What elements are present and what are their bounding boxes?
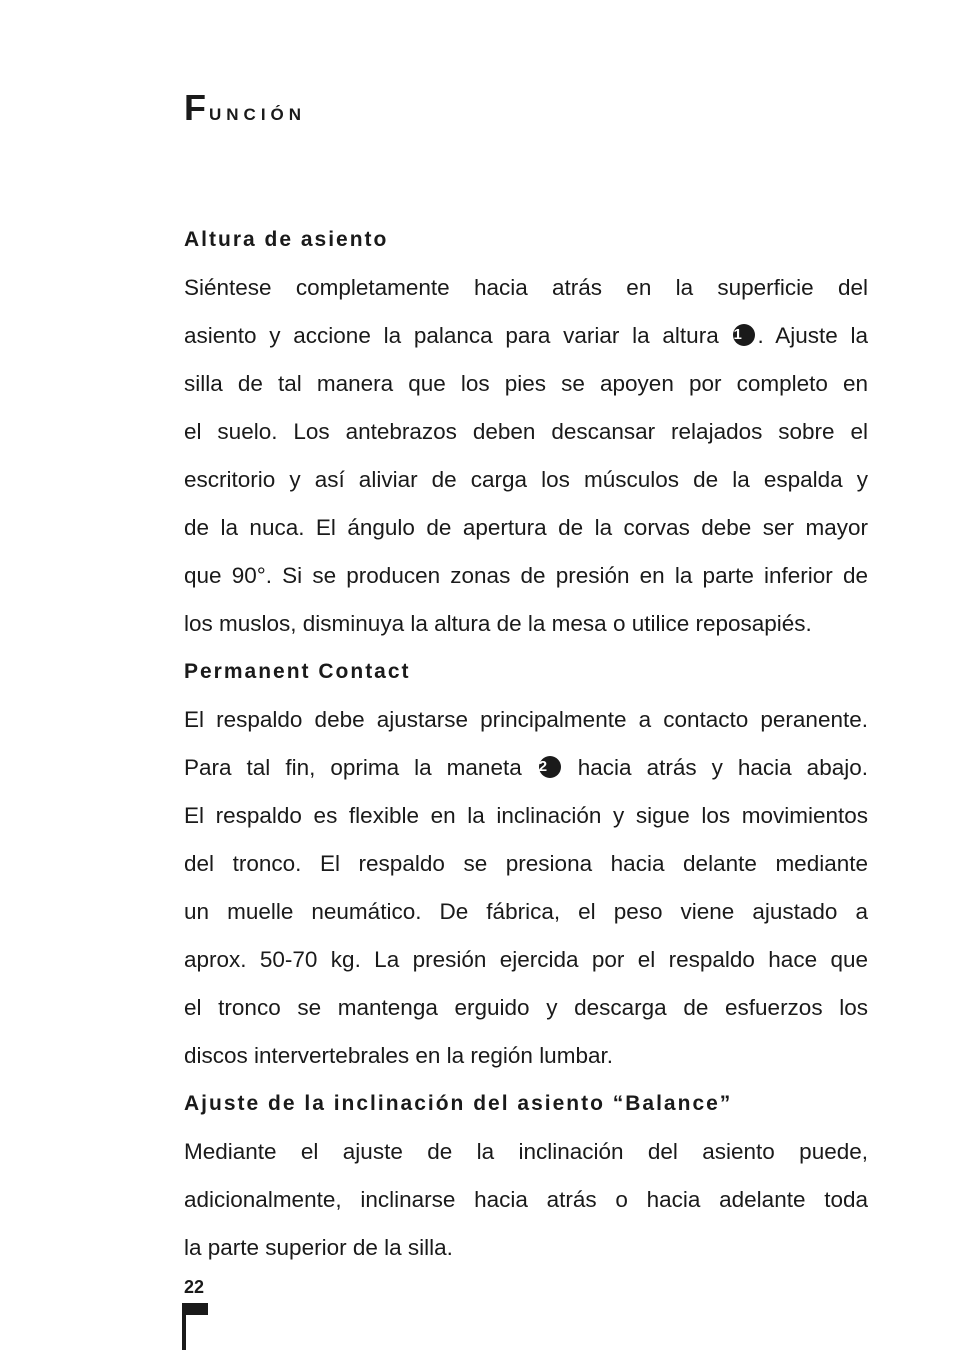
paragraph-line: del tronco. El respaldo se presiona hacia delante mediante <box>184 851 868 876</box>
paragraph-line: la parte superior de la silla. <box>184 1235 453 1260</box>
paragraph-line: El respaldo debe ajustarse principalmente a contacto peranente. <box>184 707 868 732</box>
paragraph-line: adicionalmente, inclinarse hacia atrás o hacia adelante toda <box>184 1187 868 1212</box>
section-permanent-contact <box>184 648 868 1080</box>
page-title-rest: unción <box>209 99 307 126</box>
section-balance-tilt <box>184 1080 868 1272</box>
page-title <box>184 88 306 133</box>
section-seat-height <box>184 216 868 648</box>
paragraph-line <box>184 312 868 360</box>
paragraph-text: . Ajuste la <box>757 323 868 348</box>
document-body <box>184 216 868 1272</box>
paragraph-text: hacia atrás y hacia abajo. <box>562 755 868 780</box>
paragraph-line: que 90°. Si se producen zonas de presión en la parte inferior de <box>184 563 868 588</box>
paragraph-line: silla de tal manera que los pies se apoyen por completo en <box>184 371 868 396</box>
page-number: 22 <box>184 1277 205 1297</box>
paragraph-line <box>184 744 868 792</box>
corner-mark-icon <box>182 1303 208 1350</box>
paragraph-text: Para tal fin, oprima la maneta <box>184 755 537 780</box>
paragraph-line: el tronco se mantenga erguido y descarga de esfuerzos los <box>184 995 868 1020</box>
callout-marker-icon: 2 <box>539 756 561 778</box>
paragraph-line: el suelo. Los antebrazos deben descansar relajados sobre el <box>184 419 868 444</box>
paragraph-text: asiento y accione la palanca para variar la altura <box>184 323 732 348</box>
section-heading: Permanent Contact <box>184 660 411 683</box>
section-heading: Ajuste de la inclinación del asiento “Balance” <box>184 1092 733 1115</box>
callout-marker-icon: 1 <box>733 324 755 346</box>
paragraph-line: El respaldo es flexible en la inclinación y sigue los movimientos <box>184 803 868 828</box>
paragraph-line: aprox. 50-70 kg. La presión ejercida por el respaldo hace que <box>184 947 868 972</box>
paragraph-line: escritorio y así aliviar de carga los músculos de la espalda y <box>184 467 868 492</box>
corner-mark-stem <box>182 1303 186 1350</box>
paragraph-line: los muslos, disminuya la altura de la mesa o utilice reposapiés. <box>184 611 812 636</box>
paragraph-line: de la nuca. El ángulo de apertura de la corvas debe ser mayor <box>184 515 868 540</box>
paragraph-line: Siéntese completamente hacia atrás en la superficie del <box>184 275 868 300</box>
page-title-initial: F <box>184 87 209 128</box>
section-heading: Altura de asiento <box>184 228 389 251</box>
paragraph-line: discos intervertebrales en la región lumbar. <box>184 1043 613 1068</box>
paragraph-line: un muelle neumático. De fábrica, el peso viene ajustado a <box>184 899 868 924</box>
paragraph-line: Mediante el ajuste de la inclinación del asiento puede, <box>184 1139 868 1164</box>
